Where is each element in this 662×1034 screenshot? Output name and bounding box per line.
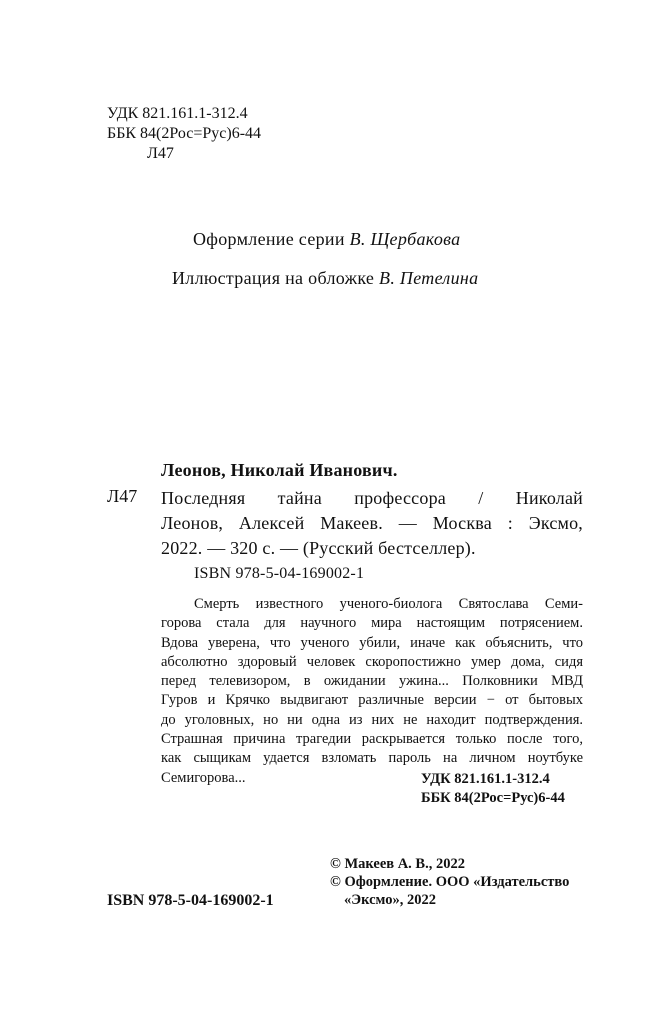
annotation-line: Семигорова... <box>161 769 246 786</box>
bibliographic-description <box>161 486 583 561</box>
series-design-name: В. Щербакова <box>349 229 461 249</box>
description-line: Последняя тайна профессора / Николай <box>161 488 583 508</box>
annotation-line: перед телевизором, в ожидании ужина... Полковники МВД <box>161 673 583 690</box>
bbk-code: ББК 84(2Рос=Рус)6-44 <box>107 125 262 142</box>
classification-block <box>107 104 261 164</box>
copyright-block <box>330 855 569 909</box>
copyright-design: © Оформление. ООО «Издательство <box>330 874 570 890</box>
author-code-margin: Л47 <box>107 486 138 506</box>
annotation-line: до уголовных, но ни одна из них не находит подтверждения. <box>161 711 583 728</box>
isbn-bottom: ISBN 978-5-04-169002-1 <box>107 892 274 909</box>
annotation-line: горова стала для научного мира настоящим потрясением. <box>161 615 583 632</box>
cover-illustration-label: Иллюстрация на обложке <box>172 268 375 288</box>
udk-code-bottom: УДК 821.161.1-312.4 <box>421 771 550 787</box>
cover-illustration-credit <box>172 268 478 289</box>
annotation-line: абсолютно здоровый человек скоропостижно умер дома, сидя <box>161 653 583 670</box>
annotation-line: Гуров и Крячко выдвигают различные версии − от бытовых <box>161 692 583 709</box>
author-heading: Леонов, Николай Иванович. <box>161 460 398 480</box>
series-design-label: Оформление серии <box>193 229 345 249</box>
bbk-code-bottom: ББК 84(2Рос=Рус)6-44 <box>421 790 565 806</box>
cover-illustration-name: В. Петелина <box>379 268 479 288</box>
description-line: Леонов, Алексей Макеев. — Москва : Эксмо, <box>161 513 583 533</box>
annotation-line: как сыщикам удается взломать пароль на личном ноутбуке <box>161 750 583 767</box>
copyright-author: © Макеев А. В., 2022 <box>330 856 465 872</box>
copyright-publisher: «Эксмо», 2022 <box>344 892 436 908</box>
annotation-line: Страшная причина трагедии раскрывается только после того, <box>161 731 583 748</box>
author-sign-code: Л47 <box>147 145 174 162</box>
annotation-line: Вдова уверена, что ученого убили, иначе как объяснить, что <box>161 634 583 651</box>
description-line: 2022. — 320 с. — (Русский бестселлер). <box>161 538 476 558</box>
classification-bottom <box>421 770 565 808</box>
series-design-credit <box>193 229 460 250</box>
udk-code: УДК 821.161.1-312.4 <box>107 105 248 122</box>
annotation-paragraph <box>161 595 583 788</box>
isbn-record: ISBN 978-5-04-169002-1 <box>194 565 365 582</box>
annotation-line: Смерть известного ученого-биолога Святослава Семи- <box>194 596 583 612</box>
